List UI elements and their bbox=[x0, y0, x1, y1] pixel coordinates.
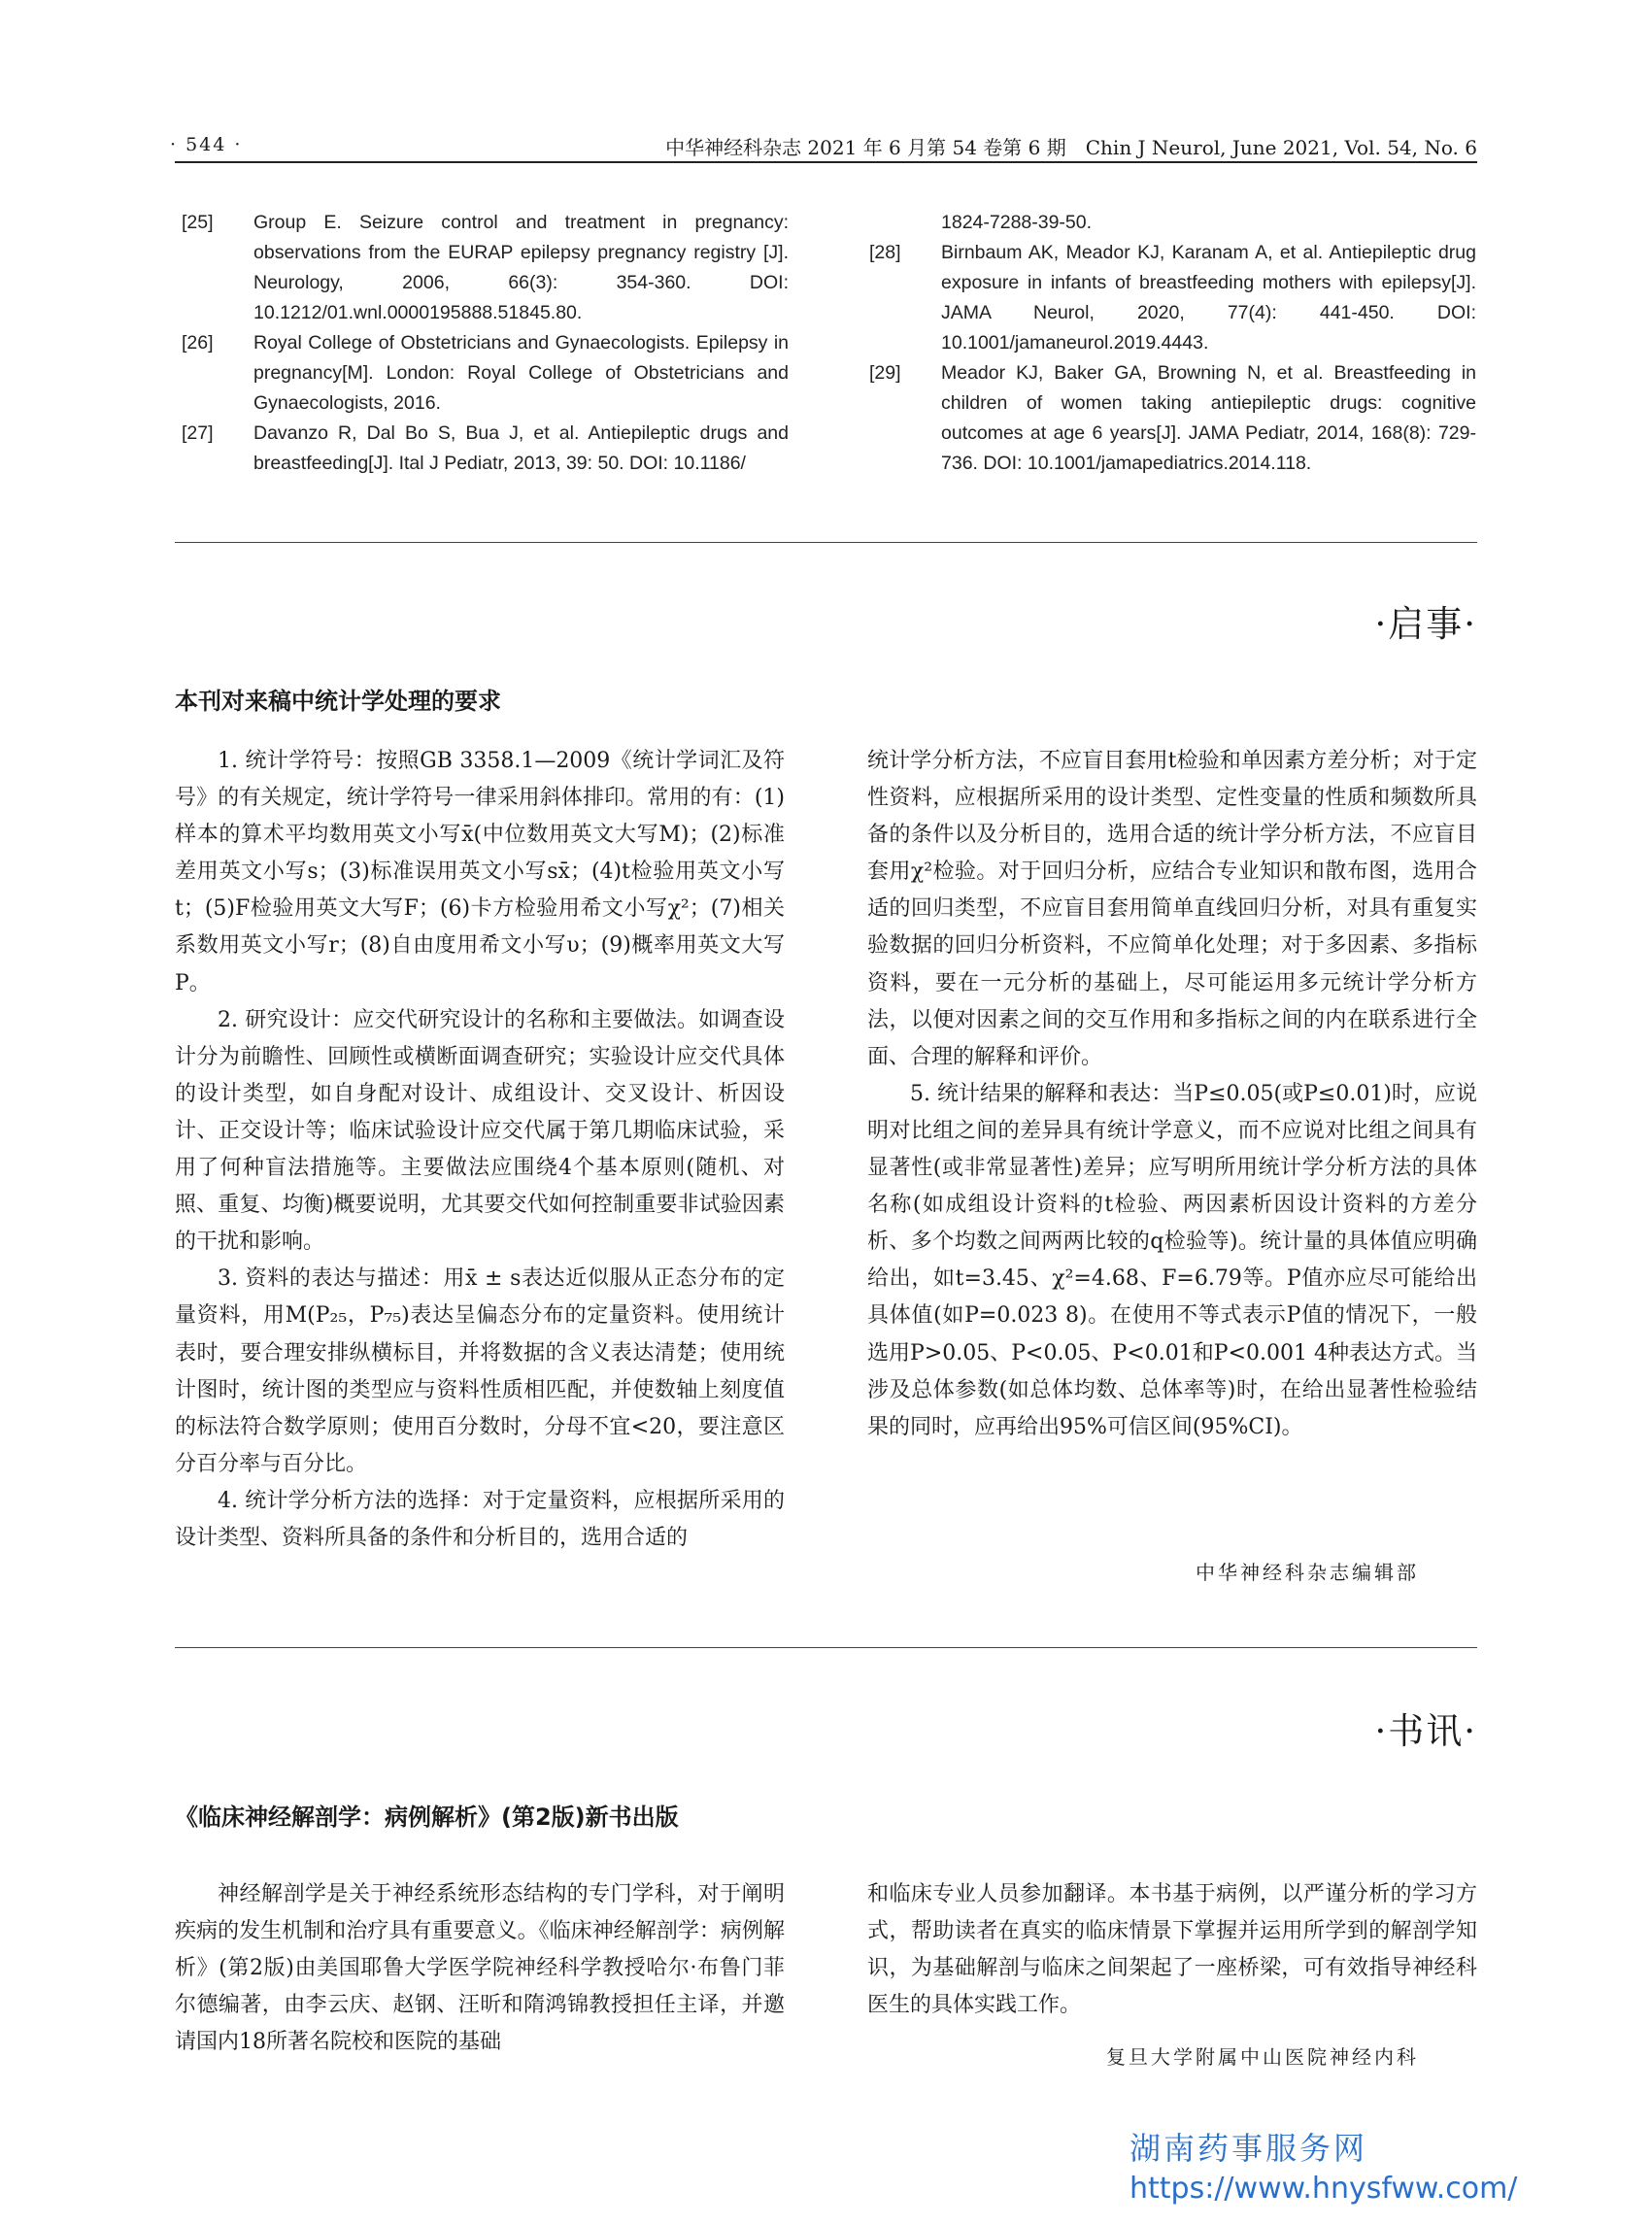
section-divider bbox=[175, 542, 1477, 543]
watermark-url[interactable]: https://www.hnysfww.com/ bbox=[1129, 2172, 1518, 2206]
watermark-name: 湖南药事服务网 bbox=[1129, 2130, 1368, 2167]
reference-item bbox=[869, 238, 1476, 358]
notice-paragraph: 2. 研究设计：应交代研究设计的名称和主要做法。如调查设计分为前瞻性、回顾性或横断面调查研究；实验设计应交代具体的设计类型，如自身配对设计、成组设计、交叉设计、析因设计、正交设计等；临床试验设计应交代属于第几期临床试验，采用了何种盲法措施等。主要做法应围绕4个基本原则(随机、对照、重复、均衡)概要说明，尤其要交代如何控制重要非试验因素的干扰和影响。 bbox=[175, 1007, 785, 1255]
reference-number: [26] bbox=[182, 332, 214, 354]
journal-header: 中华神经科杂志 2021 年 6 月第 54 卷第 6 期 Chin J Neurol, June 2021, Vol. 54, No. 6 bbox=[665, 136, 1477, 159]
reference-text: Meador KJ, Baker GA, Browning N, et al. Breastfeeding in children of women taking antiepileptic drugs: cognitive outcomes at age 6 years[J]. JAMA Pediatr, 2014, 168(8): 729-736. DOI: 10.1001/jamapediatrics.2014.118. bbox=[941, 362, 1476, 474]
book-news-section-label: ·书讯· bbox=[1374, 1710, 1477, 1752]
reference-item bbox=[182, 328, 789, 419]
reference-number: [29] bbox=[869, 362, 901, 384]
reference-item bbox=[869, 358, 1476, 479]
notice-left-column bbox=[175, 743, 785, 1557]
reference-text: Group E. Seizure control and treatment in pregnancy: observations from the EURAP epilepsy pregnancy registry [J]. Neurology, 2006, 66(3): 354-360. DOI: 10.1212/01.wnl.0000195888.51845.80. bbox=[253, 212, 789, 323]
reference-number: [25] bbox=[182, 212, 214, 233]
reference-number: [27] bbox=[182, 422, 214, 444]
reference-item bbox=[182, 419, 789, 479]
notice-title: 本刊对来稿中统计学处理的要求 bbox=[175, 688, 501, 715]
notice-right-column bbox=[867, 743, 1477, 1446]
section-divider bbox=[175, 1647, 1477, 1648]
notice-paragraph: 1. 统计学符号：按照GB 3358.1—2009《统计学词汇及符号》的有关规定，统计学符号一律采用斜体排印。常用的有：(1)样本的算术平均数用英文小写x̄(中位数用英文大写M)；(2)标准差用英文小写s；(3)标准误用英文小写sx̄；(4)t检验用英文小写t；(5)F检验用英文大写F；(6)卡方检验用希文小写χ²；(7)相关系数用英文小写r；(8)自由度用希文小写υ；(9)概率用英文大写P。 bbox=[175, 749, 785, 995]
book-news-paragraph: 神经解剖学是关于神经系统形态结构的专门学科，对于阐明疾病的发生机制和治疗具有重要意义。《临床神经解剖学：病例解析》(第2版)由美国耶鲁大学医学院神经科学教授哈尔·布鲁门菲尔德编著，由李云庆、赵钢、汪昕和隋鸿锦教授担任主译，并邀请国内18所著名院校和医院的基础 bbox=[175, 1882, 785, 2055]
reference-item bbox=[182, 208, 789, 328]
notice-paragraph: 4. 统计学分析方法的选择：对于定量资料，应根据所采用的设计类型、资料所具备的条件和分析目的，选用合适的 bbox=[175, 1488, 785, 1550]
book-news-right-column bbox=[867, 1876, 1477, 2024]
book-news-left-column bbox=[175, 1876, 785, 2061]
page-number: · 544 · bbox=[170, 134, 243, 155]
reference-text: Royal College of Obstetricians and Gynaecologists. Epilepsy in pregnancy[M]. London: Royal College of Obstetricians and Gynaecologists, 2016. bbox=[253, 332, 789, 414]
reference-text: Birnbaum AK, Meador KJ, Karanam A, et al. Antiepileptic drug exposure in infants of breastfeeding mothers with epilepsy[J]. JAMA Neurol, 2020, 77(4): 441-450. DOI: 10.1001/jamaneurol.2019.4443. bbox=[941, 242, 1476, 354]
book-news-paragraph: 和临床专业人员参加翻译。本书基于病例，以严谨分析的学习方式，帮助读者在真实的临床情景下掌握并运用所学到的解剖学知识，为基础解剖与临床之间架起了一座桥梁，可有效指导神经科医生的具体实践工作。 bbox=[867, 1882, 1477, 2018]
reference-number: [28] bbox=[869, 242, 901, 263]
notice-paragraph: 统计学分析方法，不应盲目套用t检验和单因素方差分析；对于定性资料，应根据所采用的设计类型、定性变量的性质和频数所具备的条件以及分析目的，选用合适的统计学分析方法，不应盲目套用χ²检验。对于回归分析，应结合专业知识和散布图，选用合适的回归类型，不应盲目套用简单直线回归分析，对具有重复实验数据的回归分析资料，不应简单化处理；对于多因素、多指标资料，要在一元分析的基础上，尽可能运用多元统计学分析方法，以便对因素之间的交互作用和多指标之间的内在联系进行全面、合理的解释和评价。 bbox=[867, 749, 1477, 1069]
book-news-signature: 复旦大学附属中山医院神经内科 bbox=[1106, 2045, 1419, 2069]
notice-section-label: ·启事· bbox=[1374, 603, 1477, 645]
references-right-column bbox=[869, 208, 1476, 479]
notice-paragraph: 3. 资料的表达与描述：用x̄ ± s表达近似服从正态分布的定量资料，用M(P₂₅，P₇₅)表达呈偏态分布的定量资料。使用统计表时，要合理安排纵横标目，并将数据的含义表达清楚；使用统计图时，统计图的类型应与资料性质相匹配，并使数轴上刻度值的标法符合数学原则；使用百分数时，分母不宜<20，要注意区分百分率与百分比。 bbox=[175, 1266, 785, 1476]
references-left-column bbox=[182, 208, 789, 479]
header-rule bbox=[175, 161, 1477, 163]
book-news-title: 《临床神经解剖学：病例解析》(第2版)新书出版 bbox=[175, 1804, 679, 1831]
reference-text: 1824-7288-39-50. bbox=[941, 212, 1093, 233]
reference-text: Davanzo R, Dal Bo S, Bua J, et al. Antiepileptic drugs and breastfeeding[J]. Ital J Pediatr, 2013, 39: 50. DOI: 10.1186/ bbox=[253, 422, 789, 474]
notice-signature: 中华神经科杂志编辑部 bbox=[1196, 1561, 1419, 1584]
notice-paragraph: 5. 统计结果的解释和表达：当P≤0.05(或P≤0.01)时，应说明对比组之间的差异具有统计学意义，而不应说对比组之间具有显著性(或非常显著性)差异；应写明所用统计学分析方法的具体名称(如成组设计资料的t检验、两因素析因设计资料的方差分析、多个均数之间两两比较的q检验等)。统计量的具体值应明确给出，如t=3.45、χ²=4.68、F=6.79等。P值亦应尽可能给出具体值(如P=0.023 8)。在使用不等式表示P值的情况下，一般选用P>0.05、P<0.05、P<0.01和P<0.001 4种表达方式。当涉及总体参数(如总体均数、总体率等)时，在给出显著性检验结果的同时，应再给出95%可信区间(95%CI)。 bbox=[867, 1081, 1477, 1439]
reference-continuation bbox=[869, 208, 1476, 238]
